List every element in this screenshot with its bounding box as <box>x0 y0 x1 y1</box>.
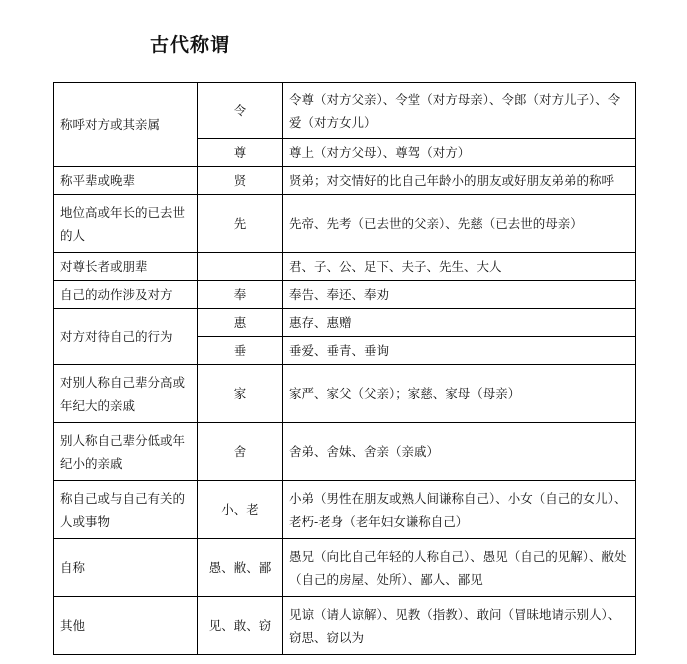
key-character-cell: 舍 <box>198 423 283 481</box>
example-cell: 先帝、先考（已去世的父亲）、先慈（已去世的母亲） <box>283 195 636 253</box>
key-character-cell: 令 <box>198 83 283 139</box>
key-character-cell: 家 <box>198 365 283 423</box>
key-character-cell: 惠 <box>198 309 283 337</box>
table-row <box>54 281 636 309</box>
example-cell: 君、子、公、足下、夫子、先生、大人 <box>283 253 636 281</box>
example-cell: 小弟（男性在朋友或熟人间谦称自己）、小女（自己的女儿）、老朽-老身（老年妇女谦称自己） <box>283 481 636 539</box>
table-row <box>54 167 636 195</box>
example-cell: 愚兄（向比自己年轻的人称自己）、愚见（自己的见解）、敝处（自己的房屋、处所）、鄙人、鄙见 <box>283 539 636 597</box>
category-cell: 称呼对方或其亲属 <box>54 83 198 167</box>
key-character-cell: 愚、敝、鄙 <box>198 539 283 597</box>
key-character-cell: 尊 <box>198 139 283 167</box>
table-row <box>54 423 636 481</box>
example-cell: 奉告、奉还、奉劝 <box>283 281 636 309</box>
key-character-cell: 贤 <box>198 167 283 195</box>
example-cell: 见谅（请人谅解）、见教（指教）、敢问（冒昧地请示别人）、窃思、窃以为 <box>283 597 636 655</box>
category-cell: 自称 <box>54 539 198 597</box>
example-cell: 令尊（对方父亲）、令堂（对方母亲）、令郎（对方儿子）、令爱（对方女儿） <box>283 83 636 139</box>
honorifics-table <box>53 82 636 655</box>
category-cell: 地位高或年长的已去世的人 <box>54 195 198 253</box>
example-cell: 惠存、惠赠 <box>283 309 636 337</box>
category-cell: 别人称自己辈分低或年纪小的亲戚 <box>54 423 198 481</box>
example-cell: 贤弟；对交情好的比自己年龄小的朋友或好朋友弟弟的称呼 <box>283 167 636 195</box>
category-cell: 自己的动作涉及对方 <box>54 281 198 309</box>
key-character-cell <box>198 253 283 281</box>
key-character-cell: 垂 <box>198 337 283 365</box>
category-cell: 对方对待自己的行为 <box>54 309 198 365</box>
table-row <box>54 83 636 139</box>
key-character-cell: 先 <box>198 195 283 253</box>
table-row <box>54 481 636 539</box>
page-title: 古代称谓 <box>150 34 231 56</box>
example-cell: 家严、家父（父亲）；家慈、家母（母亲） <box>283 365 636 423</box>
table-row <box>54 597 636 655</box>
table-row <box>54 539 636 597</box>
category-cell: 对尊长者或朋辈 <box>54 253 198 281</box>
key-character-cell: 奉 <box>198 281 283 309</box>
category-cell: 称平辈或晚辈 <box>54 167 198 195</box>
table-row <box>54 195 636 253</box>
example-cell: 舍弟、舍妹、舍亲（亲戚） <box>283 423 636 481</box>
table-row <box>54 309 636 337</box>
category-cell: 对别人称自己辈分高或年纪大的亲戚 <box>54 365 198 423</box>
table-row <box>54 253 636 281</box>
category-cell: 其他 <box>54 597 198 655</box>
example-cell: 垂爱、垂青、垂询 <box>283 337 636 365</box>
example-cell: 尊上（对方父母）、尊驾（对方） <box>283 139 636 167</box>
table-row <box>54 365 636 423</box>
key-character-cell: 小、老 <box>198 481 283 539</box>
key-character-cell: 见、敢、窃 <box>198 597 283 655</box>
category-cell: 称自己或与自己有关的人或事物 <box>54 481 198 539</box>
